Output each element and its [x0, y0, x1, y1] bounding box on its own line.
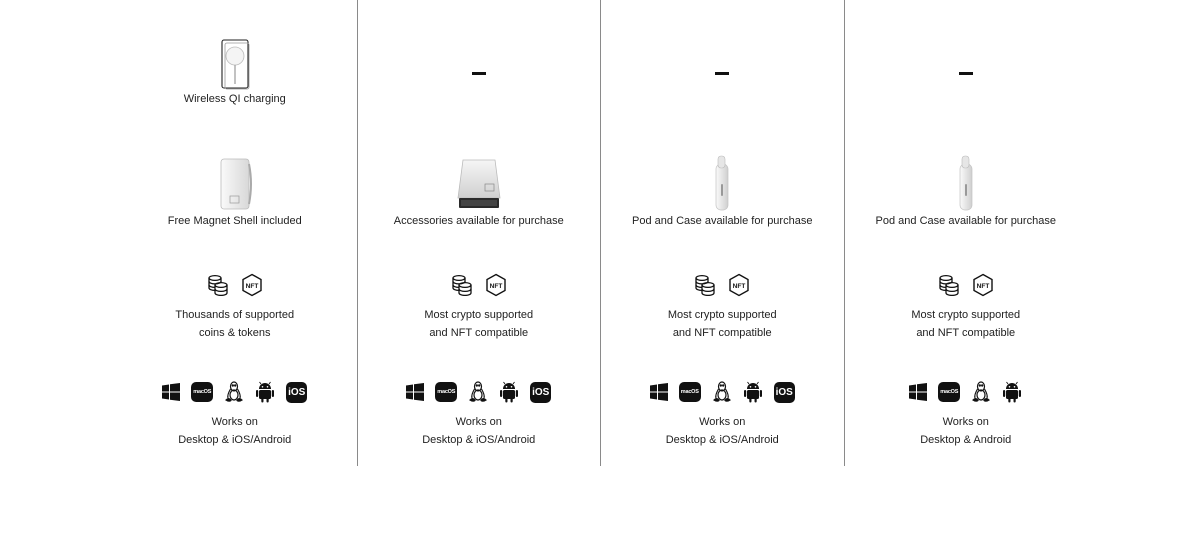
accessory-label: Accessories available for purchase [393, 215, 564, 227]
crypto-feature [845, 274, 1088, 342]
accessory-label: Pod and Case available for purchase [875, 215, 1056, 227]
crypto-label-line2: and NFT compatible [672, 327, 772, 339]
pod-case-icon [956, 154, 976, 212]
linux-icon [468, 381, 488, 403]
macos-icon: macOS [191, 382, 213, 402]
product-column-2 [357, 0, 601, 466]
platform-feature [358, 380, 601, 449]
platform-label-line1: Works on [942, 416, 989, 428]
platform-feature [113, 380, 357, 449]
platform-label-line1: Works on [455, 416, 502, 428]
accessory-feature [845, 154, 1088, 230]
crypto-feature [358, 274, 601, 342]
coins-stack-icon [694, 274, 716, 301]
ios-icon: iOS [286, 382, 307, 403]
charging-feature [601, 38, 844, 75]
dash-icon [959, 72, 973, 75]
pod-case-icon [712, 154, 732, 212]
svg-text:NFT: NFT [245, 282, 259, 290]
accessory-feature [358, 154, 601, 230]
svg-text:NFT: NFT [732, 282, 746, 290]
ios-icon: iOS [530, 382, 551, 403]
crypto-feature [601, 274, 844, 342]
product-column-4 [844, 0, 1088, 466]
charging-feature [113, 38, 357, 108]
coins-stack-icon [938, 274, 960, 301]
charging-label: Wireless QI charging [183, 93, 286, 105]
windows-icon [909, 383, 927, 401]
android-icon [1002, 381, 1022, 403]
accessory-drive-icon [454, 154, 504, 212]
accessory-feature [113, 154, 357, 230]
windows-icon [406, 383, 424, 401]
magnet-shell-icon [215, 154, 255, 212]
linux-icon [712, 381, 732, 403]
windows-icon [162, 383, 180, 401]
accessory-label: Free Magnet Shell included [167, 215, 302, 227]
ios-icon: iOS [774, 382, 795, 403]
feature-comparison-grid [113, 0, 1087, 466]
svg-text:NFT: NFT [489, 282, 503, 290]
android-icon [255, 381, 275, 403]
crypto-label-line1: Most crypto supported [667, 309, 777, 321]
nft-icon [241, 273, 263, 302]
android-icon [499, 381, 519, 403]
crypto-label-line1: Most crypto supported [911, 309, 1021, 321]
wireless-charger-icon [217, 38, 253, 90]
linux-icon [971, 381, 991, 403]
product-column-1 [113, 0, 357, 466]
android-icon [743, 381, 763, 403]
platform-feature [845, 380, 1088, 449]
crypto-label-line2: and NFT compatible [916, 327, 1016, 339]
platform-icons [909, 380, 1022, 404]
platform-label-line2: Desktop & iOS/Android [178, 434, 292, 446]
charging-feature [358, 38, 601, 75]
platform-label-line1: Works on [211, 416, 258, 428]
accessory-label: Pod and Case available for purchase [632, 215, 813, 227]
accessory-feature [601, 154, 844, 230]
linux-icon [224, 381, 244, 403]
nft-icon [728, 273, 750, 302]
crypto-label-line1: Thousands of supported [175, 309, 295, 321]
nft-icon [485, 273, 507, 302]
windows-icon [650, 383, 668, 401]
charging-feature [845, 38, 1088, 75]
crypto-label-line2: coins & tokens [198, 327, 271, 339]
platform-label-line1: Works on [699, 416, 746, 428]
platform-icons [162, 380, 307, 404]
platform-icons [406, 380, 551, 404]
crypto-label-line2: and NFT compatible [429, 327, 529, 339]
crypto-label-line1: Most crypto supported [424, 309, 534, 321]
product-column-3 [600, 0, 844, 466]
macos-icon: macOS [435, 382, 457, 402]
platform-label-line2: Desktop & iOS/Android [665, 434, 779, 446]
dash-icon [472, 72, 486, 75]
platform-label-line2: Desktop & Android [920, 434, 1012, 446]
coins-stack-icon [207, 274, 229, 301]
svg-text:NFT: NFT [976, 282, 990, 290]
coins-stack-icon [451, 274, 473, 301]
crypto-feature [113, 274, 357, 342]
nft-icon [972, 273, 994, 302]
dash-icon [715, 72, 729, 75]
platform-feature [601, 380, 844, 449]
platform-label-line2: Desktop & iOS/Android [422, 434, 536, 446]
macos-icon: macOS [679, 382, 701, 402]
platform-icons [650, 380, 795, 404]
macos-icon: macOS [938, 382, 960, 402]
